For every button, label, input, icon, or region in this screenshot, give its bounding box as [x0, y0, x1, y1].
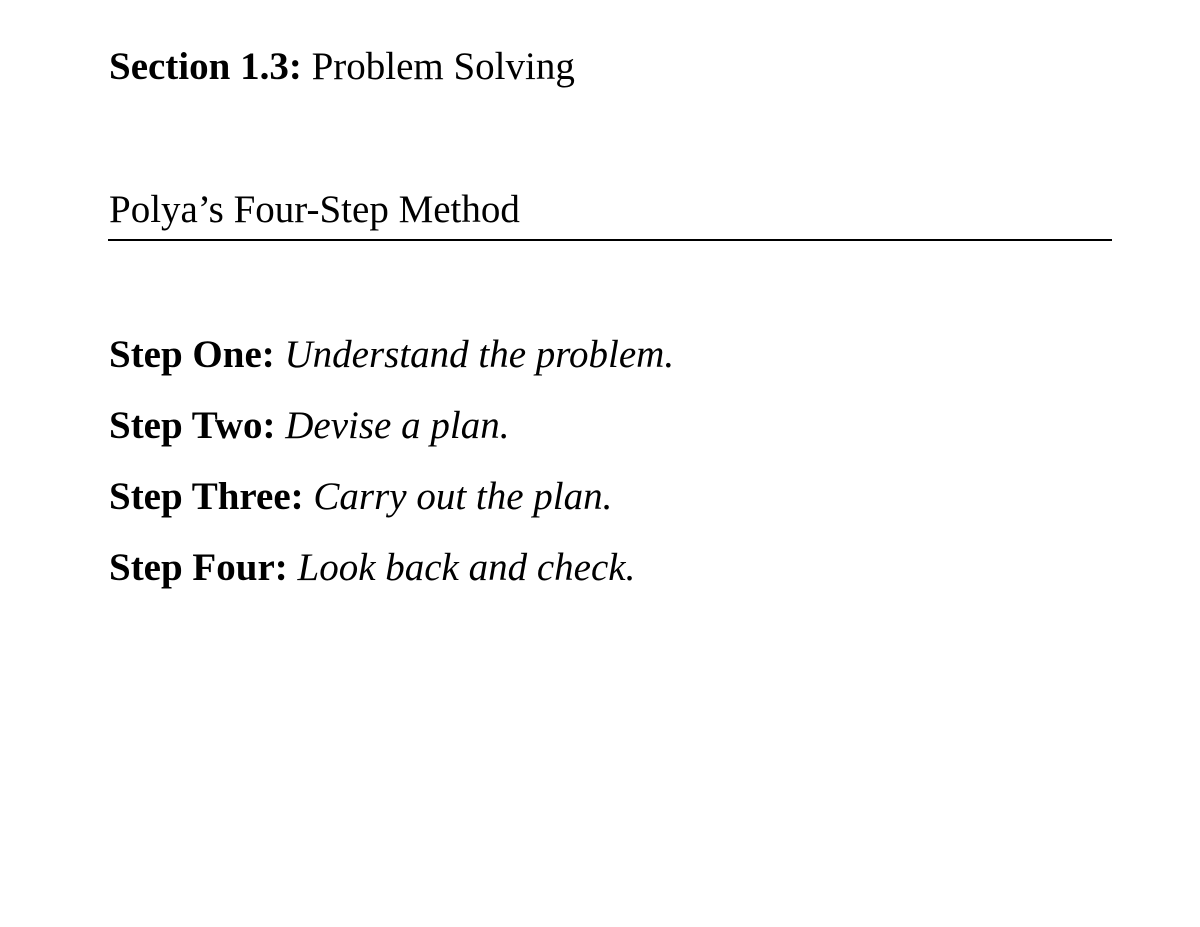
step-label: Step One: — [109, 333, 275, 376]
step-label: Step Four: — [109, 546, 288, 589]
horizontal-rule — [108, 239, 1112, 241]
step-text: Devise a plan. — [285, 404, 510, 447]
step-text: Understand the problem. — [284, 333, 675, 376]
step-item — [109, 472, 674, 522]
step-label: Step Three: — [109, 475, 304, 518]
step-label: Step Two: — [109, 404, 276, 447]
step-item — [109, 401, 674, 451]
section-heading — [109, 42, 575, 92]
step-text: Carry out the plan. — [313, 475, 613, 518]
section-title: Problem Solving — [311, 45, 575, 88]
step-item — [109, 330, 674, 380]
step-item — [109, 543, 674, 593]
section-label: Section 1.3: — [109, 45, 302, 88]
method-subheading: Polya’s Four-Step Method — [109, 188, 520, 231]
steps-list — [109, 330, 674, 614]
step-text: Look back and check. — [297, 546, 636, 589]
